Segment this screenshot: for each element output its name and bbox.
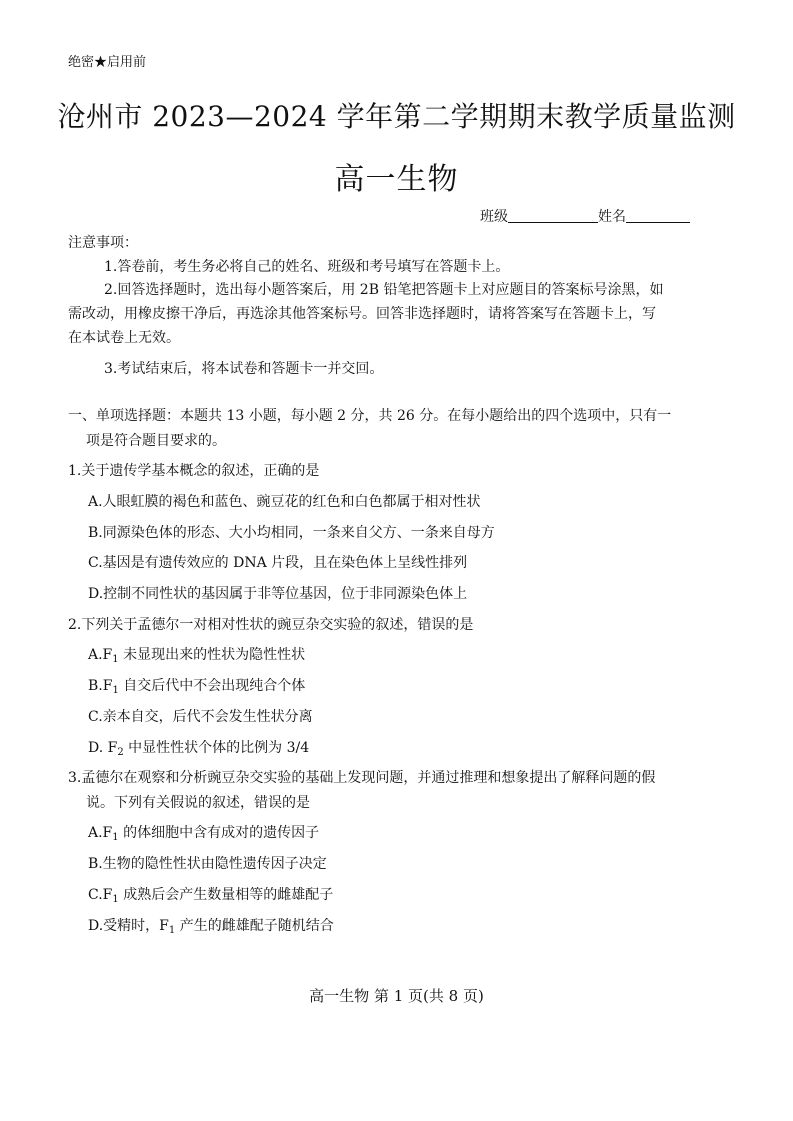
name-label: 姓名 <box>598 209 626 225</box>
question-1-option-c: C.基因是有遗传效应的 DNA 片段，且在染色体上呈线性排列 <box>88 555 468 571</box>
question-1-option-d: D.控制不同性状的基因属于非等位基因，位于非同源染色体上 <box>88 586 468 602</box>
class-label: 班级 <box>480 209 508 225</box>
notice-item-1: 1.答卷前，考生务必将自己的姓名、班级和考号填写在答题卡上。 <box>104 259 510 275</box>
question-2-option-a: $A.F_1$ 未显现出来的性状为隐性性状 <box>88 647 306 665</box>
question-1-option-a: A.人眼虹膜的褐色和蓝色、豌豆花的红色和白色都属于相对性状 <box>88 494 481 510</box>
name-blank <box>626 208 690 223</box>
class-name-row <box>480 206 690 226</box>
question-2-option-c: C.亲本自交，后代不会发生性状分离 <box>88 709 313 725</box>
question-3-option-c: $C.F_1$ 成熟后会产生数量相等的雌雄配子 <box>88 887 334 905</box>
question-3-option-a: $A.F_1$ 的体细胞中含有成对的遗传因子 <box>88 825 320 843</box>
notice-item-3: 3.考试结束后，将本试卷和答题卡一并交回。 <box>104 361 384 377</box>
notice-heading: 注意事项： <box>68 235 138 251</box>
class-blank <box>508 208 598 223</box>
question-1-stem: 1.关于遗传学基本概念的叙述，正确的是 <box>68 463 320 479</box>
question-3-option-b: B.生物的隐性性状由隐性遗传因子决定 <box>88 856 327 872</box>
question-2-stem: 2.下列关于孟德尔一对相对性状的豌豆杂交实验的叙述，错误的是 <box>68 617 474 633</box>
confidential-label: 绝密★启用前 <box>68 55 147 70</box>
question-2-option-b: $B.F_1$ 自交后代中不会出现纯合个体 <box>88 678 306 696</box>
section-heading-line-2: 项是符合题目要求的。 <box>86 433 226 449</box>
section-heading-line-1: 一、单项选择题：本题共 13 小题，每小题 2 分，共 26 分。在每小题给出的四个选项中，只有一 <box>68 408 672 424</box>
question-1-option-b: B.同源染色体的形态、大小均相同，一条来自父方、一条来自母方 <box>88 525 495 541</box>
notice-item-2-line-3: 在本试卷上无效。 <box>68 330 180 346</box>
notice-item-2-line-1: 2.回答选择题时，选出每小题答案后，用 2B 铅笔把答题卡上对应题目的答案标号涂黑，如 <box>104 282 664 298</box>
question-3-stem-line-1: 3.孟德尔在观察和分析豌豆杂交实验的基础上发现问题，并通过推理和想象提出了解释问题的假 <box>68 770 656 786</box>
question-3-stem-line-2: 说。下列有关假说的叙述，错误的是 <box>86 795 310 811</box>
subject-title: 高一生物 <box>334 162 459 197</box>
page-footer: 高一生物 第 1 页(共 8 页) <box>309 987 484 1005</box>
question-2-option-d: D. $F_2$ 中显性性状个体的比例为 3/4 <box>88 740 310 758</box>
question-3-option-d: D.受精时，$F_1$ 产生的雌雄配子随机结合 <box>88 918 334 936</box>
notice-item-2-line-2: 需改动，用橡皮擦干净后，再选涂其他答案标号。回答非选择题时，请将答案写在答题卡上，写 <box>68 306 656 322</box>
exam-title: 沧州市 2023—2024 学年第二学期期末教学质量监测 <box>57 100 736 133</box>
